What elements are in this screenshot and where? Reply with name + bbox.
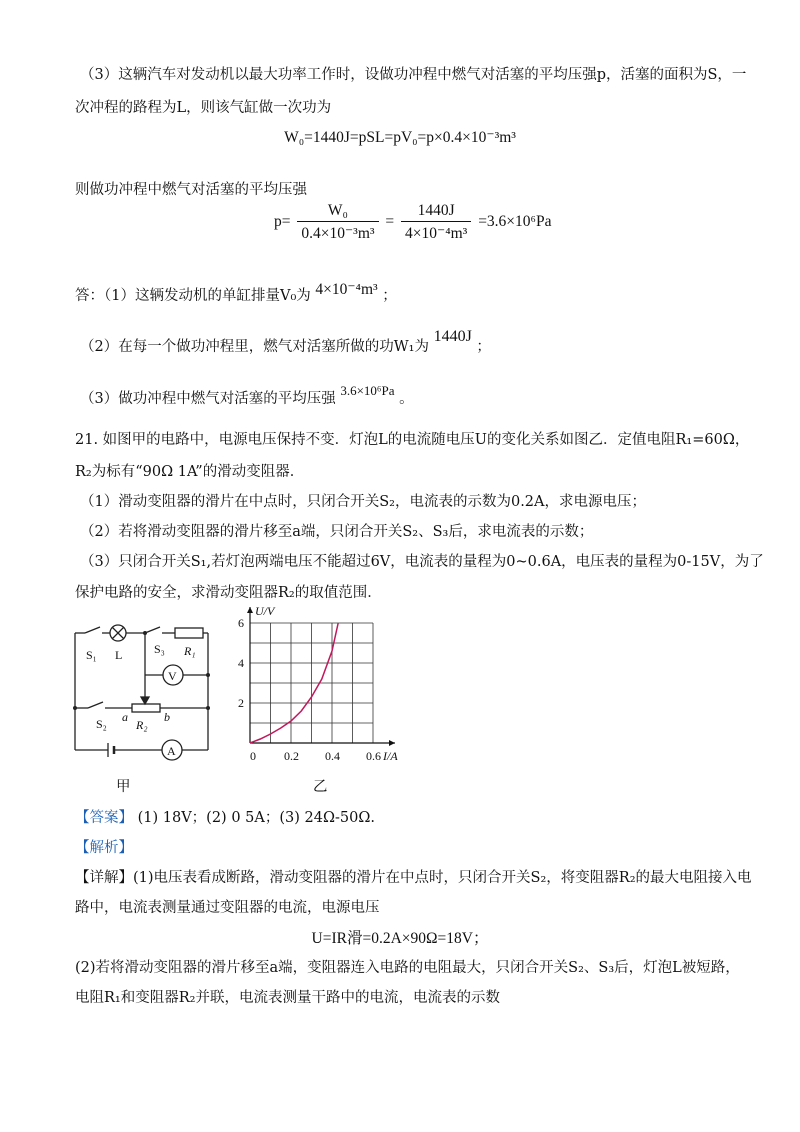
- eq2-lhs: p=: [274, 213, 291, 231]
- ui-chart: [228, 603, 418, 773]
- q21-part-2: （2）若将滑动变阻器的滑片移至a端，只闭合开关S₂、S₃后，求电流表的示数；: [80, 524, 594, 540]
- q21-part-3b: 保护电路的安全，求滑动变阻器R₂的取值范围．: [75, 585, 382, 601]
- answer-line: [75, 806, 375, 827]
- answer-2-text: （2）在每一个做功冲程里，燃气对活塞所做的功W₁为: [80, 339, 429, 355]
- x-axis-label: I/A: [383, 749, 398, 763]
- label-b: b: [164, 710, 170, 724]
- answer-3-value: 3.6×10⁶Pa: [340, 383, 395, 398]
- answer-tag: 【答案】: [75, 810, 133, 826]
- section3-intro-2: 次冲程的路程为L，则该气缸做一次功为: [75, 100, 332, 116]
- detail-text-1: (1)电压表看成断路，滑动变阻器的滑片在中点时，只闭合开关S₂，将变阻器R₂的最大电阻接入电: [133, 870, 752, 886]
- answer-text: (1) 18V；(2) 0 5A；(3) 24Ω-50Ω.: [137, 810, 375, 826]
- eq2-f2-num: 1440J: [401, 202, 471, 222]
- equation-work: W₀=1440J=pSL=pV₀=p×0.4×10⁻³m³: [284, 129, 516, 146]
- eq2-f2-den: 4×10⁻⁴m³: [405, 225, 468, 242]
- y-tick-label: 2: [238, 696, 244, 710]
- x-tick-label: 0.4: [325, 749, 340, 763]
- circuit-diagram: [60, 615, 230, 765]
- q21-part-3a: （3）只闭合开关S₁,若灯泡两端电压不能超过6V，电流表的量程为0~0.6A，电压表的量程为0-15V，为了: [80, 554, 764, 570]
- label-voltmeter: V: [168, 669, 177, 683]
- y-axis-label: U/V: [255, 604, 275, 618]
- answer-2-value: 1440J: [433, 328, 472, 345]
- eq2-fraction-2: [401, 202, 471, 243]
- section3-then: 则做功冲程中燃气对活塞的平均压强: [75, 182, 307, 198]
- q21-stem-2: R₂为标有“90Ω 1A”的滑动变阻器．: [75, 464, 305, 480]
- answer-2-end: ；: [476, 339, 491, 355]
- x-tick-label: 0.2: [284, 749, 299, 763]
- x-axis-arrow: [389, 740, 395, 746]
- label-s3: S₃: [154, 642, 165, 656]
- eq2-rhs: =3.6×10⁶Pa: [478, 213, 552, 231]
- label-r1: R₁: [184, 644, 196, 658]
- y-tick-label: 6: [238, 616, 244, 630]
- answer-3-end: 。: [399, 391, 414, 407]
- detail-tag: 【详解】: [75, 870, 133, 886]
- answer-1-end: ；: [382, 288, 397, 304]
- answer-1-text: 答：（1）这辆发动机的单缸排量V₀为: [75, 288, 311, 304]
- label-s2: S₂: [96, 717, 107, 731]
- eq2-fraction-1: [297, 202, 378, 243]
- detail-line-3: (2)若将滑动变阻器的滑片移至a端，变阻器连入电路的电阻最大，只闭合开关S₂、S₃后，灯泡L被短路，: [75, 960, 740, 976]
- detail-line-1: [75, 866, 752, 887]
- label-a: a: [122, 710, 128, 724]
- q21-part-1: （1）滑动变阻器的滑片在中点时，只闭合开关S₂，电流表的示数为0.2A，求电源电压；: [80, 494, 646, 510]
- eq2-f1-num: W₀: [297, 202, 378, 222]
- equation-voltage: U=IR滑=0.2A×90Ω=18V；: [311, 930, 489, 947]
- eq2-f1-den: 0.4×10⁻³m³: [301, 225, 375, 242]
- label-l: L: [115, 648, 123, 662]
- answer-3: [80, 383, 414, 408]
- detail-line-2: 路中，电流表测量通过变阻器的电流，电源电压: [75, 900, 380, 916]
- caption-jia: 甲: [116, 779, 131, 795]
- analysis-tag: 【解析】: [75, 840, 133, 856]
- answer-1-value: 4×10⁻⁴m³: [315, 281, 378, 298]
- y-axis-arrow: [247, 607, 253, 613]
- label-ammeter: A: [167, 744, 176, 758]
- detail-line-4: 电阻R₁和变阻器R₂并联，电流表测量干路中的电流，电流表的示数: [75, 990, 500, 1006]
- x-tick-label: 0.6: [366, 749, 381, 763]
- answer-1: [75, 281, 397, 305]
- section3-intro: （3）这辆汽车对发动机以最大功率工作时，设做功冲程中燃气对活塞的平均压强p，活塞的面积为S，一: [80, 67, 747, 83]
- answer-3-text: （3）做功冲程中燃气对活塞的平均压强: [80, 391, 336, 407]
- label-s1: S₁: [86, 648, 97, 662]
- y-tick-label: 4: [238, 656, 244, 670]
- answer-2: [80, 328, 491, 356]
- caption-yi: 乙: [313, 779, 328, 795]
- q21-stem-1: 21. 如图甲的电路中，电源电压保持不变．灯泡L的电流随电压U的变化关系如图乙．定值电阻R₁=60Ω，: [75, 432, 750, 448]
- x-tick-label: 0: [250, 749, 256, 763]
- label-r2: R₂: [136, 718, 148, 732]
- equation-pressure: p= $\frac{\text{W₀}}{\text{0.4×10⁻³m³}}$ = $\frac{1440J}{\text{4×10⁻⁴m³}}$ =3.6×10⁶Pa: [274, 202, 552, 242]
